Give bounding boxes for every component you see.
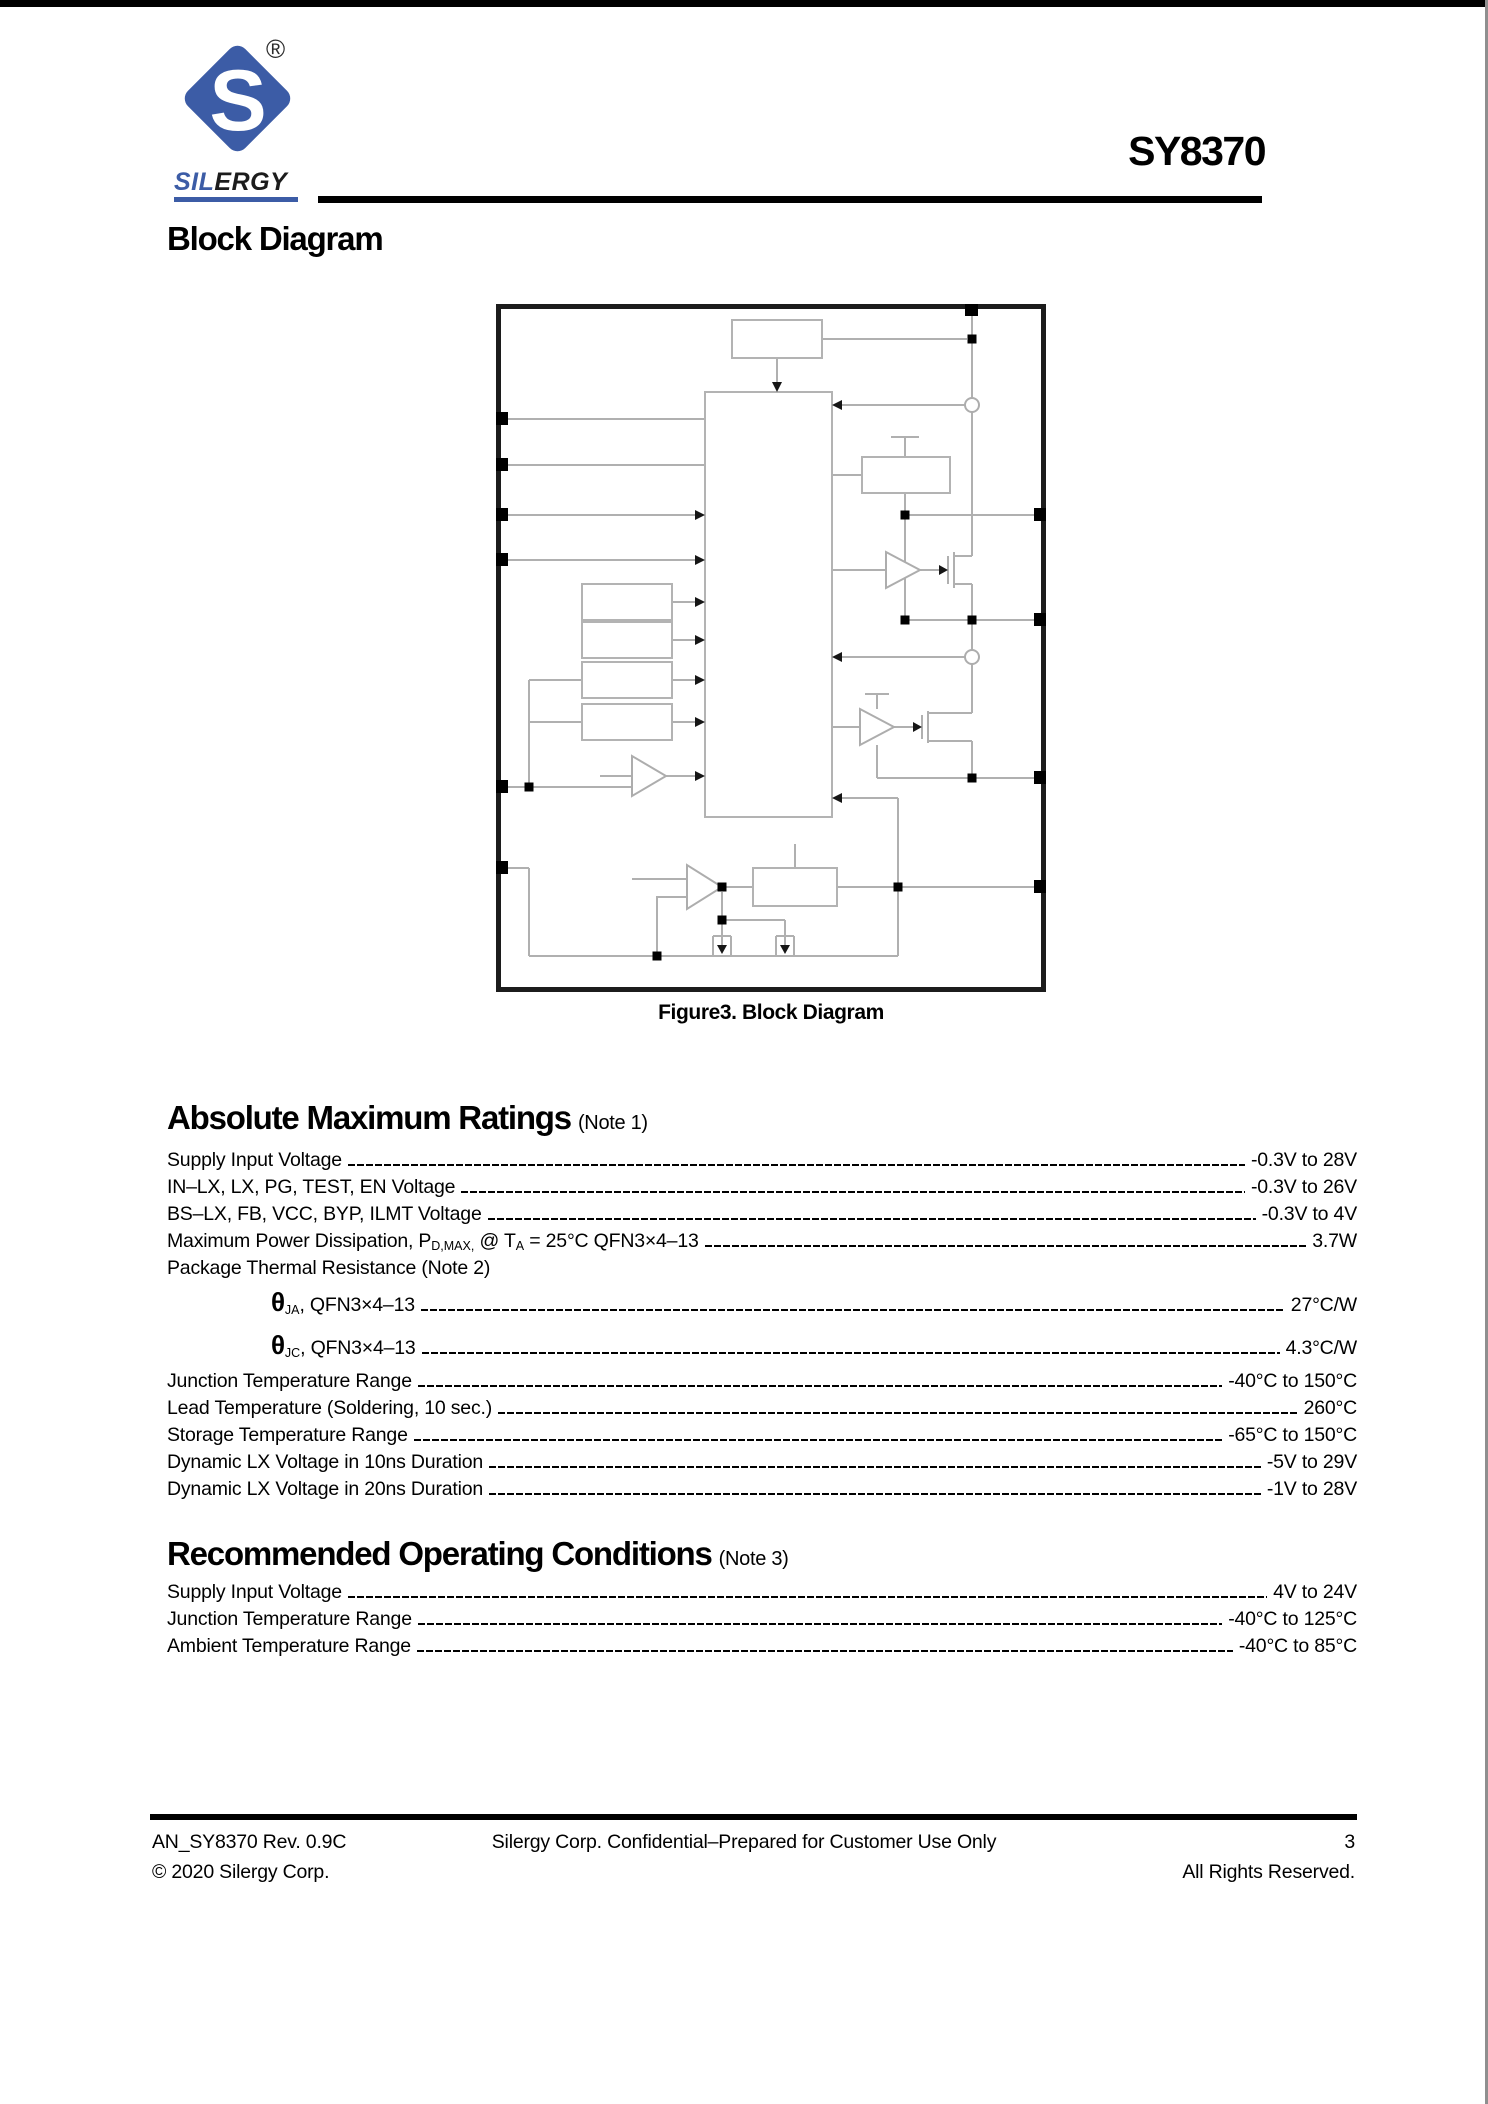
label-subscript: JC	[284, 1346, 301, 1360]
section-title-absolute-maximum-ratings	[167, 1099, 648, 1137]
condition-value: -40°C to 85°C	[1238, 1635, 1357, 1657]
pin-left-4	[496, 553, 508, 566]
condition-label	[167, 1581, 342, 1604]
rating-row	[167, 1284, 1357, 1327]
label-seg: , QFN3×4–13	[299, 1294, 415, 1316]
block-diagram-figure	[496, 304, 1046, 997]
rating-value: -0.3V to 28V	[1250, 1149, 1357, 1171]
dotted-leader	[498, 1412, 1298, 1414]
rating-value: -0.3V to 4V	[1261, 1203, 1357, 1225]
rating-label	[167, 1257, 490, 1280]
rating-value: -5V to 29V	[1266, 1451, 1357, 1473]
rating-row	[167, 1327, 1357, 1370]
footer-copyright: © 2020 Silergy Corp.	[152, 1861, 330, 1883]
condition-value: 4V to 24V	[1273, 1581, 1357, 1603]
roc-list	[167, 1581, 1357, 1662]
logo-wordmark-ergy: ERGY	[214, 168, 288, 196]
left-block-4	[582, 704, 672, 740]
bootstrap-node-circle	[965, 398, 979, 412]
lx-node-circle	[965, 650, 979, 664]
rating-label	[167, 1230, 699, 1253]
rating-label	[167, 1149, 342, 1172]
pin-right-4	[1034, 880, 1046, 893]
label-seg: Junction Temperature Range	[167, 1370, 412, 1392]
roc-note: (Note 3)	[718, 1548, 789, 1570]
pin-left-3	[496, 508, 508, 521]
rating-row	[167, 1176, 1357, 1203]
part-number: SY8370	[1128, 128, 1265, 174]
central-control-block	[705, 392, 832, 817]
dotted-leader	[418, 1385, 1222, 1387]
lowside-gate-driver-triangle	[860, 709, 894, 745]
pin-top	[965, 304, 978, 316]
condition-row	[167, 1608, 1357, 1635]
dotted-leader	[488, 1218, 1256, 1220]
highside-driver-block	[862, 457, 950, 493]
rating-label	[167, 1478, 483, 1501]
pin-left-1	[496, 412, 508, 425]
rating-label	[167, 1451, 483, 1474]
condition-row	[167, 1635, 1357, 1662]
header-rule	[318, 196, 1262, 203]
label-seg: Package Thermal Resistance (Note 2)	[167, 1257, 491, 1279]
section-title-recommended-operating-conditions	[167, 1535, 789, 1573]
amr-list	[167, 1149, 1357, 1505]
dotted-leader	[705, 1245, 1307, 1247]
label-seg: Lead Temperature (Soldering, 10 sec.)	[167, 1397, 493, 1419]
label-subscript: A	[515, 1239, 525, 1253]
footer-doc-revision: AN_SY8370 Rev. 0.9C	[152, 1831, 347, 1853]
rating-row	[167, 1257, 1357, 1284]
label-seg: Dynamic LX Voltage in 20ns Duration	[167, 1478, 484, 1500]
label-seg: Dynamic LX Voltage in 10ns Duration	[167, 1451, 484, 1473]
logo-wordmark-sil: SIL	[174, 168, 215, 196]
amr-title-text: Absolute Maximum Ratings	[167, 1099, 571, 1136]
label-seg: IN–LX, LX, PG, TEST, EN Voltage	[167, 1176, 456, 1198]
condition-row	[167, 1581, 1357, 1608]
highside-gate-driver-triangle	[886, 552, 920, 588]
dotted-leader	[414, 1439, 1223, 1441]
rating-label	[271, 1332, 416, 1360]
rating-label	[167, 1203, 482, 1226]
label-seg: = 25°C QFN3×4–13	[524, 1230, 699, 1252]
label-seg: Junction Temperature Range	[167, 1608, 412, 1630]
rating-row	[167, 1451, 1357, 1478]
rating-row	[167, 1397, 1357, 1424]
label-subscript: JA	[284, 1303, 300, 1317]
left-buffer-triangle	[632, 756, 666, 796]
rating-row	[167, 1424, 1357, 1451]
rating-row	[167, 1230, 1357, 1257]
registered-trademark-icon: ®	[266, 34, 286, 64]
label-seg: Supply Input Voltage	[167, 1581, 342, 1603]
label-seg: , QFN3×4–13	[300, 1337, 416, 1359]
label-seg: Ambient Temperature Range	[167, 1635, 411, 1657]
footer-rights: All Rights Reserved.	[1182, 1861, 1355, 1883]
theta-symbol: θ	[271, 1330, 285, 1360]
pin-left-2	[496, 458, 508, 471]
rating-label	[167, 1370, 412, 1393]
pin-left-6	[496, 861, 508, 874]
theta-symbol: θ	[271, 1287, 285, 1317]
label-seg: Maximum Power Dissipation, P	[167, 1230, 432, 1252]
left-block-2	[582, 622, 672, 658]
bottom-gate-triangle	[687, 865, 722, 909]
rating-value: 3.7W	[1312, 1230, 1357, 1252]
dotted-leader	[348, 1164, 1245, 1166]
page-top-bar	[0, 0, 1488, 7]
rating-row	[167, 1203, 1357, 1230]
block-diagram-svg	[496, 304, 1046, 992]
pin-left-5	[496, 780, 508, 793]
label-subscript: D,MAX,	[431, 1239, 475, 1253]
rating-row	[167, 1370, 1357, 1397]
logo-s-letter: S	[209, 53, 267, 149]
dotted-leader	[489, 1493, 1261, 1495]
footer-rule	[150, 1814, 1357, 1820]
rating-value: 260°C	[1303, 1397, 1357, 1419]
logo-underline	[174, 197, 298, 202]
top-block	[732, 320, 822, 358]
footer-page-number: 3	[1344, 1831, 1355, 1853]
left-block-3	[582, 662, 672, 698]
rating-value: -0.3V to 26V	[1250, 1176, 1357, 1198]
amr-note: (Note 1)	[577, 1112, 648, 1134]
label-seg: Supply Input Voltage	[167, 1149, 342, 1171]
dotted-leader	[418, 1623, 1222, 1625]
section-title-block-diagram: Block Diagram	[167, 220, 383, 257]
rating-row	[167, 1149, 1357, 1176]
pin-right-2	[1034, 613, 1046, 626]
label-seg: BS–LX, FB, VCC, BYP, ILMT Voltage	[167, 1203, 482, 1225]
rating-label	[167, 1424, 408, 1447]
pin-right-3	[1034, 771, 1046, 784]
label-seg: @ T	[474, 1230, 516, 1252]
dotted-leader	[348, 1596, 1267, 1598]
rating-value: 27°C/W	[1290, 1294, 1357, 1316]
logo-wordmark	[174, 168, 287, 197]
rating-value: -65°C to 150°C	[1228, 1424, 1357, 1446]
rating-label	[271, 1289, 415, 1317]
condition-value: -40°C to 125°C	[1228, 1608, 1357, 1630]
pin-right-1	[1034, 508, 1046, 521]
footer-confidential-notice: Silergy Corp. Confidential–Prepared for Customer Use Only	[491, 1831, 997, 1853]
bottom-block	[753, 868, 837, 906]
dotted-leader	[489, 1466, 1261, 1468]
left-block-1	[582, 584, 672, 620]
diagram-blocks	[582, 320, 950, 906]
rating-value: 4.3°C/W	[1285, 1337, 1357, 1359]
rating-value: -1V to 28V	[1266, 1478, 1357, 1500]
dotted-leader	[461, 1191, 1245, 1193]
roc-title-text: Recommended Operating Conditions	[167, 1535, 712, 1572]
condition-label	[167, 1608, 412, 1631]
dotted-leader	[421, 1309, 1285, 1311]
rating-label	[167, 1176, 455, 1199]
dotted-leader	[422, 1352, 1280, 1354]
figure-caption: Figure3. Block Diagram	[658, 1001, 884, 1024]
label-seg: Storage Temperature Range	[167, 1424, 408, 1446]
rating-value: -40°C to 150°C	[1228, 1370, 1357, 1392]
rating-label	[167, 1397, 492, 1420]
dotted-leader	[417, 1650, 1233, 1652]
condition-label	[167, 1635, 411, 1658]
rating-row	[167, 1478, 1357, 1505]
